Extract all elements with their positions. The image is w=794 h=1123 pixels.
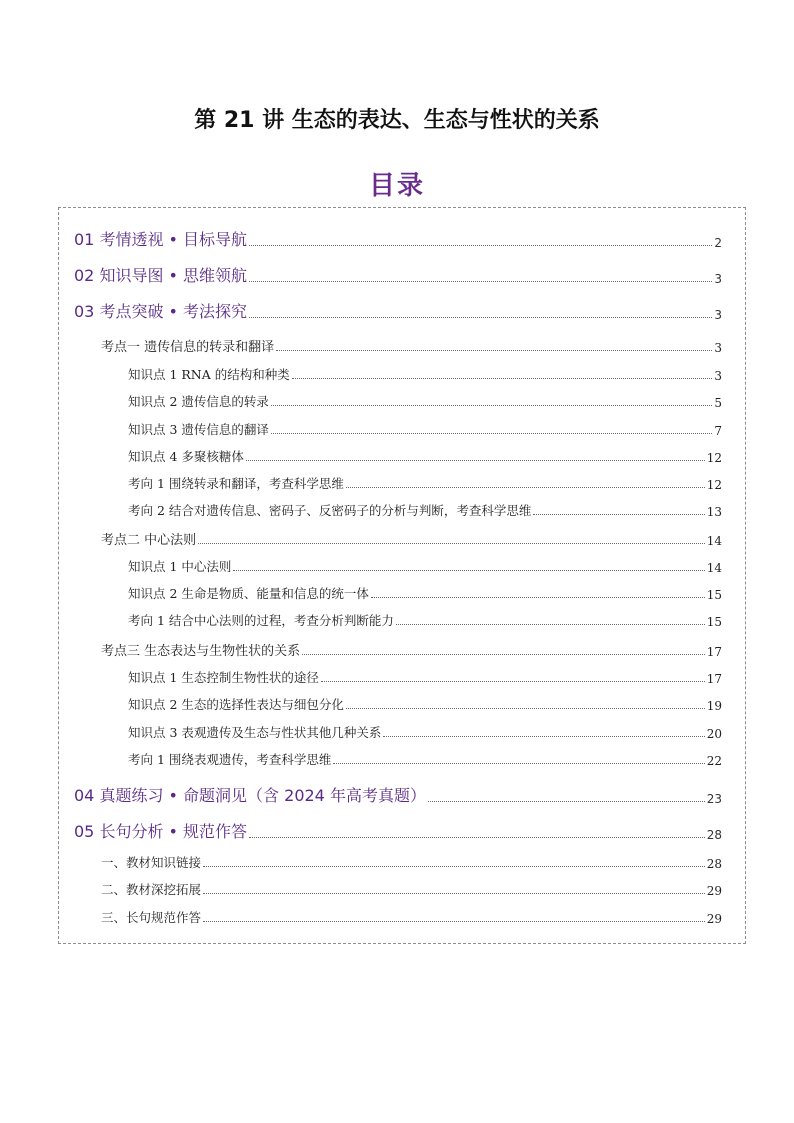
- toc-entry-label: 02 知识导图 • 思维领航: [74, 266, 248, 285]
- dot-leader: [249, 244, 712, 246]
- dot-leader: [203, 865, 705, 867]
- toc-entry-label: 知识点 2 遗传信息的转录: [128, 394, 269, 409]
- toc-entry[interactable]: [128, 420, 722, 438]
- toc-entry-page: 29: [706, 884, 722, 898]
- dot-leader: [346, 707, 705, 709]
- toc-entry[interactable]: [128, 501, 722, 519]
- dot-leader: [321, 680, 705, 682]
- toc-entry-page: 15: [706, 588, 722, 602]
- dot-leader: [203, 892, 705, 894]
- toc-entry[interactable]: [74, 263, 722, 286]
- toc-entry-page: 19: [706, 699, 722, 713]
- toc-entry-page: 14: [706, 534, 722, 548]
- toc-entry[interactable]: [128, 723, 722, 741]
- toc-entry-label: 知识点 1 中心法则: [128, 559, 232, 574]
- toc-entry-page: 3: [714, 272, 722, 286]
- dot-leader: [302, 653, 705, 655]
- dot-leader: [249, 316, 712, 318]
- dot-leader: [292, 377, 713, 379]
- dot-leader: [271, 404, 712, 406]
- toc-entry-label: 03 考点突破 • 考法探究: [74, 302, 248, 321]
- toc-entry-label: 考向 1 围绕表观遗传，考查科学思维: [128, 752, 332, 767]
- toc-entry[interactable]: [128, 611, 722, 629]
- toc-entry-label: 考向 2 结合对遗传信息、密码子、反密码子的分析与判断，考查科学思维: [128, 503, 532, 518]
- dot-leader: [271, 432, 712, 434]
- toc-entry-page: 14: [706, 561, 722, 575]
- toc-entry-label: 知识点 4 多聚核糖体: [128, 449, 244, 464]
- dot-leader: [533, 513, 704, 515]
- toc-entry[interactable]: [128, 392, 722, 410]
- toc-entry-page: 29: [706, 912, 722, 926]
- dot-leader: [276, 349, 712, 351]
- toc-entry-label: 知识点 1 生态控制生物性状的途径: [128, 670, 319, 685]
- toc-entry-label: 考点二 中心法则: [101, 533, 197, 548]
- toc-entry-page: 17: [706, 645, 722, 659]
- toc-entry[interactable]: [74, 299, 722, 322]
- toc-entry-page: 3: [714, 341, 722, 355]
- toc-entry-page: 23: [706, 792, 722, 806]
- toc-entry-page: 28: [706, 828, 722, 842]
- toc-entry-page: 13: [706, 505, 722, 519]
- toc-entry-page: 3: [714, 308, 722, 322]
- toc-entry-label: 考向 1 围绕转录和翻译，考查科学思维: [128, 476, 344, 491]
- dot-leader: [203, 920, 705, 922]
- dot-leader: [346, 486, 705, 488]
- toc-entry-label: 知识点 3 表观遗传及生态与性状其他几种关系: [128, 725, 382, 740]
- dot-leader: [249, 836, 705, 838]
- toc-entry-label: 一、教材知识链接: [101, 855, 202, 870]
- dot-leader: [198, 542, 705, 544]
- dot-leader: [396, 623, 705, 625]
- toc-entry[interactable]: [128, 557, 722, 575]
- dot-leader: [428, 800, 705, 802]
- toc-entry-page: 3: [714, 369, 722, 383]
- toc-entry[interactable]: [128, 668, 722, 686]
- toc-entry-label: 知识点 2 生态的选择性表达与细包分化: [128, 697, 344, 712]
- dot-leader: [233, 569, 704, 571]
- toc-entry-page: 5: [714, 396, 722, 410]
- dot-leader: [333, 762, 704, 764]
- toc-entry-label: 01 考情透视 • 目标导航: [74, 230, 248, 249]
- toc-entry-page: 28: [706, 857, 722, 871]
- toc-heading: 目录: [368, 171, 425, 201]
- toc-entry-label: 知识点 3 遗传信息的翻译: [128, 422, 269, 437]
- toc-entry-label: 知识点 1 RNA 的结构和种类: [128, 367, 290, 382]
- toc-entry-label: 知识点 2 生命是物质、能量和信息的统一体: [128, 586, 369, 601]
- dot-leader: [371, 596, 705, 598]
- toc-entry-page: 7: [714, 424, 722, 438]
- dot-leader: [383, 735, 704, 737]
- toc-entry-label: 05 长句分析 • 规范作答: [74, 822, 248, 841]
- toc-entry[interactable]: [101, 853, 722, 871]
- toc-entry[interactable]: [128, 474, 722, 492]
- toc-entry[interactable]: [74, 819, 722, 842]
- toc-entry-page: 20: [706, 727, 722, 741]
- toc-entry[interactable]: [101, 529, 722, 548]
- dot-leader: [246, 459, 705, 461]
- toc-entry[interactable]: [128, 447, 722, 465]
- toc-entry-page: 15: [706, 615, 722, 629]
- toc-entry[interactable]: [101, 640, 722, 659]
- document-title: 第 21 讲 生态的表达、生态与性状的关系: [194, 108, 600, 133]
- toc-entry[interactable]: [128, 750, 722, 768]
- toc-entry[interactable]: [128, 695, 722, 713]
- toc-entry-label: 二、教材深挖拓展: [101, 882, 202, 897]
- dot-leader: [249, 280, 712, 282]
- table-of-contents: [58, 207, 746, 944]
- toc-entry[interactable]: [128, 365, 722, 383]
- toc-entry-page: 12: [706, 478, 722, 492]
- toc-entry-label: 考点三 生态表达与生物性状的关系: [101, 644, 301, 659]
- toc-entry[interactable]: [101, 908, 722, 926]
- toc-entry-label: 考向 1 结合中心法则的过程，考查分析判断能力: [128, 613, 394, 628]
- toc-entry-page: 2: [714, 236, 722, 250]
- toc-entry[interactable]: [101, 336, 722, 355]
- toc-entry[interactable]: [74, 227, 722, 250]
- toc-entry-page: 17: [706, 672, 722, 686]
- toc-entry[interactable]: [128, 584, 722, 602]
- toc-entry-page: 22: [706, 754, 722, 768]
- toc-entry-label: 考点一 遗传信息的转录和翻译: [101, 340, 275, 355]
- toc-entry-label: 三、长句规范作答: [101, 910, 202, 925]
- toc-entry-label: 04 真题练习 • 命题洞见（含 2024 年高考真题）: [74, 786, 426, 805]
- toc-entry[interactable]: [101, 880, 722, 898]
- toc-entry-page: 12: [706, 451, 722, 465]
- toc-entry[interactable]: [74, 783, 722, 806]
